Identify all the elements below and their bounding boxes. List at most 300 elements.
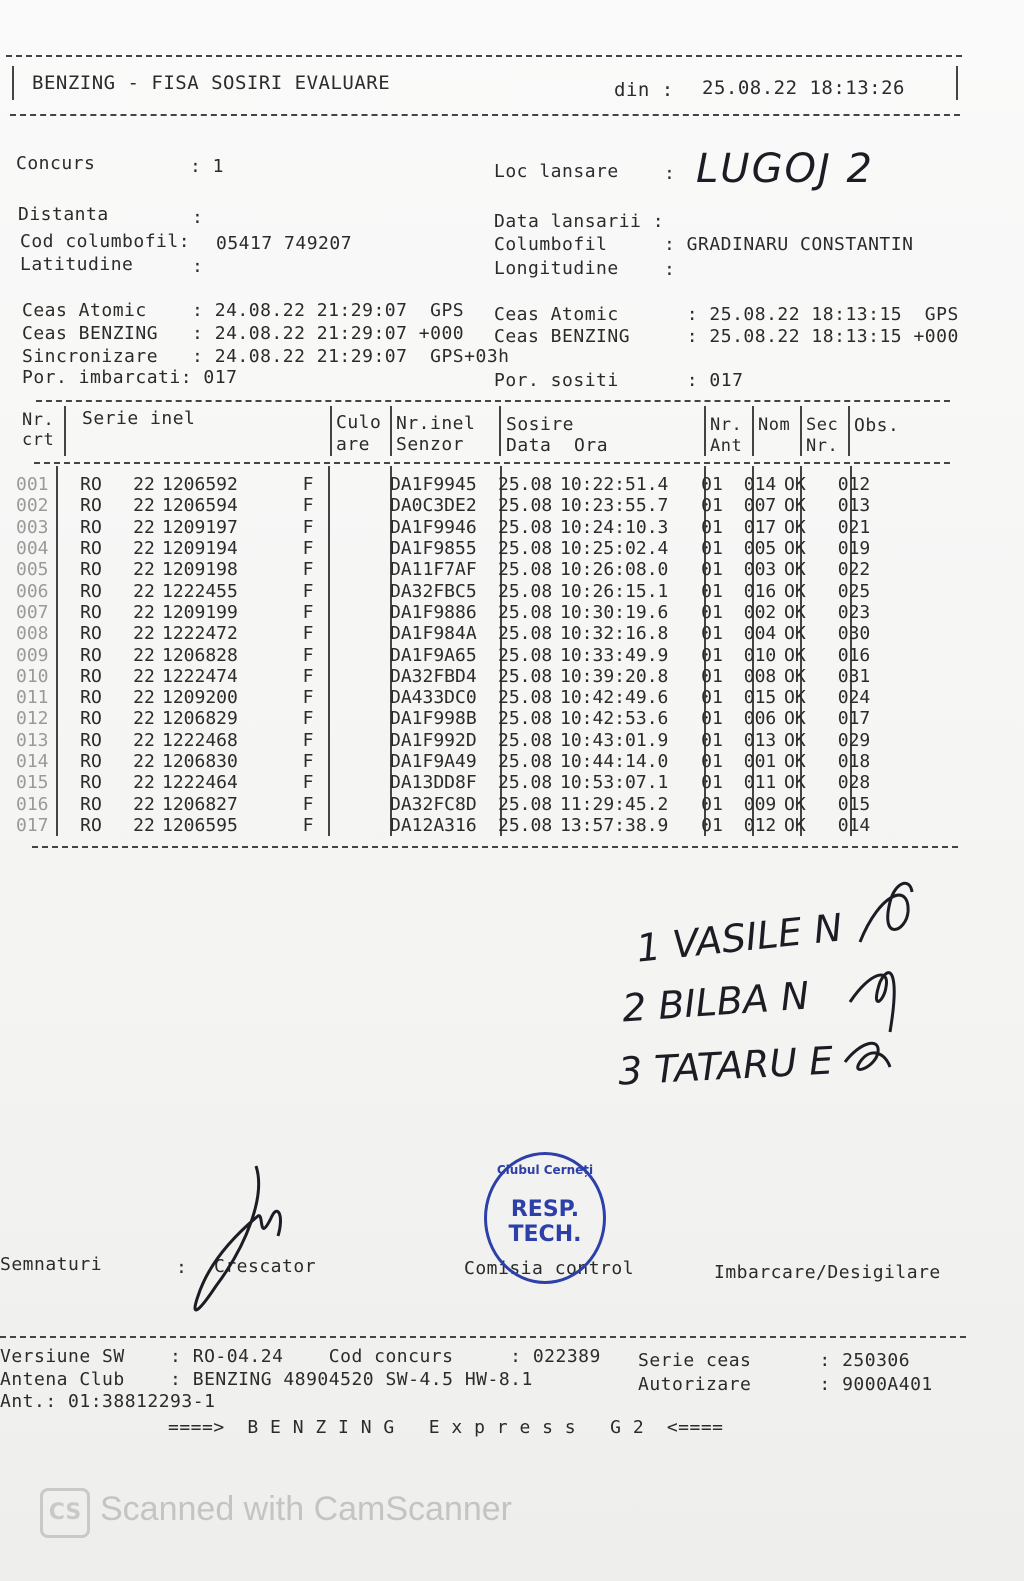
porumbei-sositi: Por. sositi : 017 [494, 370, 744, 391]
cell-an: 22 [133, 601, 155, 623]
cell-sex: F [302, 729, 314, 751]
cell-nr: 008 [16, 623, 49, 645]
cell-sec: OK [784, 665, 806, 687]
cell-nom: 014 [743, 474, 777, 496]
cell-nr: 014 [16, 751, 49, 772]
cell-data: 25.08 [498, 495, 553, 517]
cell-nr: 009 [16, 644, 49, 666]
cell-data: 25.08 [498, 538, 553, 560]
cell-ora: 10:30:19.6 [560, 601, 669, 623]
cell-data: 25.08 [498, 644, 553, 666]
cell-nom: 011 [743, 772, 777, 794]
cell-sex: F [302, 495, 314, 517]
cell-sec: OK [784, 687, 806, 709]
cell-senzor: DA1F992D [390, 729, 477, 751]
header-right-border [956, 66, 958, 100]
cell-inel: 1222464 [162, 772, 238, 794]
cell-sex: F [302, 623, 314, 645]
cell-sec: OK [784, 580, 806, 602]
col-divider-3 [390, 406, 392, 456]
cell-an: 22 [133, 751, 155, 772]
cell-senzor: DA1F9A65 [390, 644, 477, 666]
cell-sex: F [302, 814, 314, 836]
camscanner-logo-icon: CS [40, 1488, 90, 1538]
cell-nr: 004 [16, 538, 49, 560]
cell-obs: 025 [837, 580, 871, 602]
footer-versiune: Versiune SW : RO-04.24 Cod concurs : 022389 [0, 1346, 601, 1367]
col-divider-1 [64, 406, 66, 456]
cell-ant: 01 [701, 687, 723, 709]
cell-nom: 005 [743, 538, 777, 560]
cell-tara: RO [80, 814, 102, 836]
cell-ant: 01 [701, 474, 723, 496]
cell-ora: 10:42:49.6 [560, 687, 669, 709]
cell-inel: 1222468 [162, 729, 238, 751]
cell-tara: RO [80, 495, 102, 517]
cell-sec: OK [784, 644, 806, 666]
cell-senzor: DA13DD8F [390, 772, 477, 794]
cell-obs: 012 [837, 474, 871, 496]
cell-ant: 01 [701, 559, 723, 581]
cell-ora: 10:44:14.0 [560, 751, 669, 772]
cell-an: 22 [133, 623, 155, 645]
table-row [16, 730, 876, 751]
cell-inel: 1206828 [162, 644, 238, 666]
semnaturi-colon: : [176, 1257, 188, 1278]
cell-ant: 01 [701, 708, 723, 730]
semnaturi-label: Semnaturi [0, 1254, 103, 1275]
table-row [16, 644, 876, 665]
cell-an: 22 [133, 687, 155, 709]
table-row [16, 474, 876, 495]
columbofil-value: : GRADINARU CONSTANTIN [664, 234, 914, 255]
th-sec-1: Sec [806, 415, 839, 435]
cell-nom: 008 [743, 665, 777, 687]
table-row [16, 687, 876, 708]
cell-inel: 1206595 [162, 814, 238, 836]
crescator-signature-icon [186, 1156, 306, 1326]
cell-ant: 01 [701, 665, 723, 687]
cell-nom: 001 [743, 751, 777, 772]
table-row [16, 559, 876, 580]
cell-tara: RO [80, 751, 102, 772]
cell-ant: 01 [701, 495, 723, 517]
cell-culoare [326, 708, 390, 729]
cell-an: 22 [133, 772, 155, 794]
header-top-rule [6, 55, 962, 57]
cell-sec: OK [784, 559, 806, 581]
cell-sec: OK [784, 751, 806, 772]
cell-obs: 018 [837, 751, 871, 772]
footer-antena-id: Ant.: 01:38812293-1 [0, 1391, 216, 1412]
cell-sex: F [302, 516, 314, 538]
cell-ora: 10:42:53.6 [560, 708, 669, 730]
th-culoare-1: Culo [336, 412, 382, 433]
distanta-label: Distanta [18, 204, 109, 225]
cell-ora: 10:23:55.7 [560, 495, 669, 517]
table-top-rule [36, 400, 950, 402]
cell-ora: 10:32:16.8 [560, 623, 669, 645]
cell-senzor: DA32FBD4 [390, 665, 477, 687]
th-nrinel-2: Senzor [396, 434, 465, 455]
table-header-rule [34, 462, 950, 464]
cell-an: 22 [133, 708, 155, 730]
cell-culoare [326, 517, 390, 538]
cell-ora: 10:39:20.8 [560, 665, 669, 687]
cell-obs: 019 [837, 538, 871, 560]
th-ant-1: Nr. [710, 415, 743, 435]
cell-obs: 021 [837, 516, 871, 538]
cell-sex: F [302, 559, 314, 581]
camscanner-watermark-text: Scanned with CamScanner [100, 1490, 513, 1528]
table-row [16, 666, 876, 687]
table-bottom-rule [32, 846, 958, 848]
cell-nr: 007 [16, 601, 49, 623]
cell-culoare [326, 580, 390, 601]
table-row [16, 580, 876, 601]
cell-ant: 01 [701, 814, 723, 836]
cell-obs: 030 [837, 623, 871, 645]
comisia-control-label: Comisia control [464, 1258, 635, 1279]
cell-ant: 01 [701, 751, 723, 772]
footer-benzing-express: ====> B E N Z I N G E x p r e s s G 2 <==== [168, 1417, 724, 1438]
table-row [16, 793, 876, 814]
th-obs: Obs. [854, 415, 900, 436]
th-sosire-2: Data Ora [506, 435, 609, 456]
cell-data: 25.08 [498, 814, 553, 836]
cell-ant: 01 [701, 623, 723, 645]
table-row [16, 708, 876, 729]
cell-nr: 006 [16, 580, 49, 602]
concurs-label: Concurs [16, 153, 96, 174]
cell-ant: 01 [701, 793, 723, 815]
ceas-benzing-end: Ceas BENZING : 25.08.22 18:13:15 +000 [494, 326, 959, 347]
cell-sex: F [302, 708, 314, 730]
cell-ora: 10:25:02.4 [560, 538, 669, 560]
cell-sec: OK [784, 538, 806, 560]
stamp-ring-text: Clubul Cerneți [496, 1163, 594, 1177]
cell-ora: 10:26:08.0 [560, 559, 669, 581]
cell-sec: OK [784, 814, 806, 836]
header-bottom-rule [10, 114, 960, 116]
date-label: din : [614, 79, 674, 101]
cell-obs: 015 [837, 793, 871, 815]
cell-tara: RO [80, 644, 102, 666]
cell-obs: 013 [837, 495, 871, 517]
cell-culoare [326, 474, 390, 495]
cell-sex: F [302, 474, 314, 496]
cell-ant: 01 [701, 729, 723, 751]
cell-sec: OK [784, 793, 806, 815]
col-divider-4 [499, 406, 501, 456]
cod-columbofil-value: 05417 749207 [216, 233, 353, 254]
table-row [16, 517, 876, 538]
th-nom: Nom [758, 415, 791, 435]
document-title: BENZING - FISA SOSIRI EVALUARE [32, 72, 391, 94]
cell-obs: 014 [837, 814, 871, 836]
cell-culoare [326, 623, 390, 644]
cell-obs: 024 [837, 687, 871, 709]
cell-nom: 016 [743, 580, 777, 602]
cell-inel: 1222455 [162, 580, 238, 602]
cell-an: 22 [133, 516, 155, 538]
th-serie-inel: Serie inel [82, 408, 196, 429]
footer-serie-ceas: Serie ceas : 250306 [638, 1350, 911, 1371]
handwritten-note-2: 2 BILBA N [620, 973, 811, 1031]
table-row [16, 538, 876, 559]
cell-tara: RO [80, 601, 102, 623]
cell-an: 22 [133, 538, 155, 560]
cell-nr: 011 [16, 687, 49, 709]
cell-sec: OK [784, 772, 806, 794]
cell-culoare [326, 602, 390, 623]
cell-data: 25.08 [498, 516, 553, 538]
longitudine-label: Longitudine [494, 258, 619, 279]
cell-an: 22 [133, 559, 155, 581]
cell-nom: 015 [743, 687, 777, 709]
cell-nom: 012 [743, 814, 777, 836]
ceas-atomic-end: Ceas Atomic : 25.08.22 18:13:15 GPS [494, 304, 959, 325]
cell-culoare [326, 730, 390, 751]
cell-tara: RO [80, 729, 102, 751]
ceas-atomic-start: Ceas Atomic : 24.08.22 21:29:07 GPS [22, 300, 465, 321]
latitudine-label: Latitudine [20, 254, 134, 275]
sincronizare: Sincronizare : 24.08.22 21:29:07 GPS+03h [22, 346, 510, 367]
cell-an: 22 [133, 729, 155, 751]
cell-inel: 1222474 [162, 665, 238, 687]
longitudine-value: : [664, 259, 676, 280]
cell-culoare [326, 751, 390, 772]
cell-nr: 003 [16, 516, 49, 538]
cell-nr: 010 [16, 665, 49, 687]
cell-senzor: DA1F9945 [390, 474, 477, 496]
footer-rule [0, 1336, 966, 1338]
cell-an: 22 [133, 665, 155, 687]
cell-sex: F [302, 772, 314, 794]
cell-sec: OK [784, 516, 806, 538]
crescator-label: Crescator [214, 1256, 317, 1277]
cell-inel: 1206592 [162, 474, 238, 496]
cell-nr: 016 [16, 793, 49, 815]
cell-senzor: DA11F7AF [390, 559, 477, 581]
col-divider-2 [330, 406, 332, 456]
cell-sex: F [302, 580, 314, 602]
cell-obs: 016 [837, 644, 871, 666]
th-ant-2: Ant [710, 436, 743, 456]
cod-columbofil-label: Cod columbofil: [20, 231, 191, 252]
cell-nr: 002 [16, 495, 49, 517]
columbofil-label: Columbofil [494, 234, 608, 255]
cell-senzor: DA0C3DE2 [390, 495, 477, 517]
cell-nom: 007 [743, 495, 777, 517]
cell-obs: 023 [837, 601, 871, 623]
cell-nr: 005 [16, 559, 49, 581]
cell-sex: F [302, 751, 314, 772]
stamp-line-1: RESP. [510, 1197, 580, 1222]
cell-data: 25.08 [498, 708, 553, 730]
cell-inel: 1206594 [162, 495, 238, 517]
cell-nom: 002 [743, 601, 777, 623]
cell-data: 25.08 [498, 665, 553, 687]
cell-culoare [326, 687, 390, 708]
cell-inel: 1222472 [162, 623, 238, 645]
club-stamp [484, 1152, 606, 1284]
cell-culoare [326, 815, 390, 836]
cell-ant: 01 [701, 644, 723, 666]
cell-obs: 031 [837, 665, 871, 687]
cell-sex: F [302, 601, 314, 623]
cell-culoare [326, 559, 390, 580]
cell-data: 25.08 [498, 559, 553, 581]
distanta-value: : [192, 207, 204, 228]
cell-ora: 10:53:07.1 [560, 772, 669, 794]
loc-lansare-colon: : [664, 163, 676, 184]
cell-tara: RO [80, 665, 102, 687]
cell-data: 25.08 [498, 751, 553, 772]
cell-an: 22 [133, 580, 155, 602]
cell-sex: F [302, 687, 314, 709]
cell-data: 25.08 [498, 729, 553, 751]
cell-nom: 004 [743, 623, 777, 645]
cell-senzor: DA1F9855 [390, 538, 477, 560]
cell-tara: RO [80, 559, 102, 581]
cell-sec: OK [784, 474, 806, 496]
th-culoare-2: are [336, 434, 371, 455]
cell-culoare [326, 538, 390, 559]
footer-autorizare: Autorizare : 9000A401 [638, 1374, 933, 1395]
cell-an: 22 [133, 814, 155, 836]
arrivals-table [16, 474, 876, 836]
cell-nr: 017 [16, 814, 49, 836]
cell-senzor: DA1F9946 [390, 516, 477, 538]
cell-ora: 11:29:45.2 [560, 793, 669, 815]
handwritten-note-1: 1 VASILE N [634, 905, 845, 971]
stamp-line-2: TECH. [508, 1222, 582, 1247]
cell-nr: 001 [16, 474, 49, 496]
cell-inel: 1206830 [162, 751, 238, 772]
data-lansarii-label: Data lansarii : [494, 211, 665, 232]
cell-ora: 13:57:38.9 [560, 814, 669, 836]
table-row [16, 495, 876, 516]
cell-data: 25.08 [498, 474, 553, 496]
cell-nr: 015 [16, 772, 49, 794]
cell-culoare [326, 772, 390, 793]
col-divider-6 [752, 406, 754, 456]
cell-an: 22 [133, 644, 155, 666]
cell-ora: 10:26:15.1 [560, 580, 669, 602]
th-nrinel-1: Nr.inel [396, 413, 476, 434]
cell-ant: 01 [701, 516, 723, 538]
cell-inel: 1209200 [162, 687, 238, 709]
cell-an: 22 [133, 793, 155, 815]
cell-senzor: DA1F998B [390, 708, 477, 730]
cell-data: 25.08 [498, 601, 553, 623]
table-row [16, 623, 876, 644]
cell-senzor: DA12A316 [390, 814, 477, 836]
cell-inel: 1209194 [162, 538, 238, 560]
cell-ant: 01 [701, 538, 723, 560]
col-divider-7 [800, 406, 802, 456]
table-row [16, 772, 876, 793]
cell-senzor: DA32FC8D [390, 793, 477, 815]
cell-sec: OK [784, 729, 806, 751]
cell-sec: OK [784, 601, 806, 623]
cell-nom: 009 [743, 793, 777, 815]
cell-obs: 028 [837, 772, 871, 794]
cell-an: 22 [133, 495, 155, 517]
cell-sex: F [302, 665, 314, 687]
cell-sec: OK [784, 708, 806, 730]
th-crt: crt [22, 430, 55, 450]
cell-ora: 10:33:49.9 [560, 644, 669, 666]
cell-ora: 10:43:01.9 [560, 729, 669, 751]
footer-antena-club: Antena Club : BENZING 48904520 SW-4.5 HW-8.1 [0, 1369, 533, 1390]
cell-ant: 01 [701, 772, 723, 794]
loc-lansare-handwritten: LUGOJ 2 [696, 146, 875, 192]
handwritten-note-3: 3 TATARU E [616, 1038, 835, 1094]
cell-inel: 1206827 [162, 793, 238, 815]
cell-senzor: DA32FBC5 [390, 580, 477, 602]
ceas-benzing-start: Ceas BENZING : 24.08.22 21:29:07 +000 [22, 323, 465, 344]
cell-senzor: DA1F984A [390, 623, 477, 645]
header-left-border [12, 66, 14, 100]
cell-senzor: DA1F9A49 [390, 751, 477, 772]
cell-tara: RO [80, 516, 102, 538]
cell-tara: RO [80, 623, 102, 645]
porumbei-imbarcati: Por. imbarcati: 017 [22, 367, 238, 388]
cell-tara: RO [80, 772, 102, 794]
latitudine-value: : [192, 256, 204, 277]
cell-nom: 003 [743, 559, 777, 581]
cell-tara: RO [80, 538, 102, 560]
cell-data: 25.08 [498, 687, 553, 709]
loc-lansare-label: Loc lansare [494, 161, 619, 182]
cell-obs: 017 [837, 708, 871, 730]
cell-culoare [326, 666, 390, 687]
cell-nom: 010 [743, 644, 777, 666]
cell-ant: 01 [701, 601, 723, 623]
cell-inel: 1209197 [162, 516, 238, 538]
cell-nr: 013 [16, 729, 49, 751]
cell-inel: 1209199 [162, 601, 238, 623]
cell-sex: F [302, 793, 314, 815]
cell-senzor: DA433DC0 [390, 687, 477, 709]
cell-obs: 022 [837, 559, 871, 581]
cell-culoare [326, 793, 390, 814]
th-sosire-1: Sosire [506, 414, 575, 435]
cell-nom: 006 [743, 708, 777, 730]
cell-nom: 017 [743, 516, 777, 538]
table-row [16, 602, 876, 623]
cell-ora: 10:24:10.3 [560, 516, 669, 538]
cell-tara: RO [80, 708, 102, 730]
imbarcare-label: Imbarcare/Desigilare [714, 1262, 941, 1283]
date-value: 25.08.22 18:13:26 [702, 77, 905, 99]
cell-obs: 029 [837, 729, 871, 751]
cell-data: 25.08 [498, 772, 553, 794]
cell-inel: 1206829 [162, 708, 238, 730]
cell-an: 22 [133, 474, 155, 496]
th-nr: Nr. [22, 410, 55, 430]
col-divider-8 [848, 406, 850, 456]
cell-nom: 013 [743, 729, 777, 751]
cell-nr: 012 [16, 708, 49, 730]
concurs-value: : 1 [190, 156, 225, 177]
cell-ant: 01 [701, 580, 723, 602]
col-divider-5 [704, 406, 706, 456]
cell-data: 25.08 [498, 623, 553, 645]
cell-inel: 1209198 [162, 559, 238, 581]
